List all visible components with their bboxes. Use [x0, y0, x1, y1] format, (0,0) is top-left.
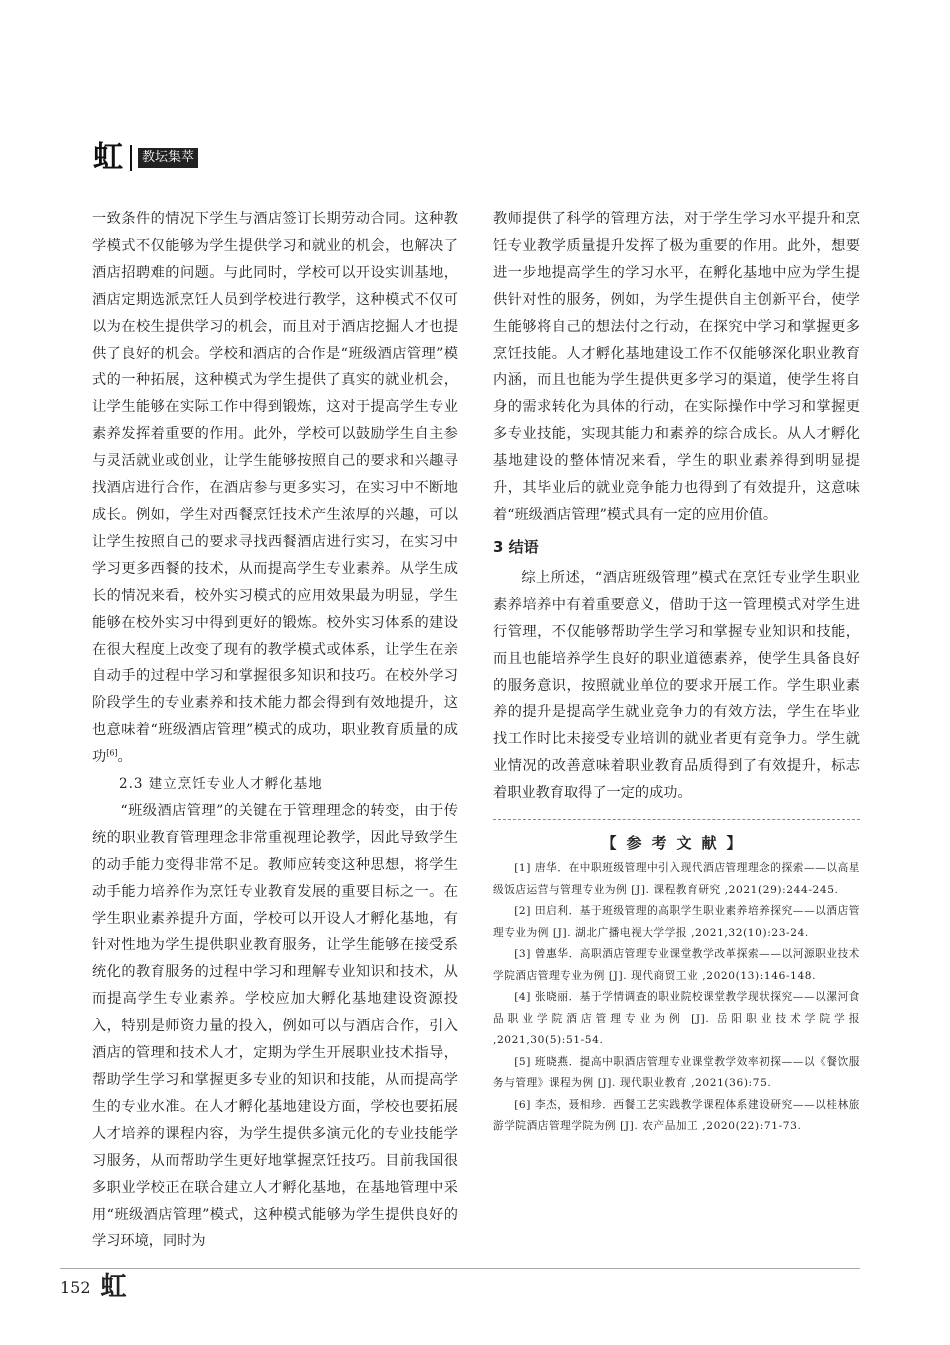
left-paragraph-1-text: 一致条件的情况下学生与酒店签订长期劳动合同。这种教学模式不仅能够为学生提供学习和就业的机会，也解决了酒店招聘难的问题。与此同时，学校可以开设实训基地，酒店定期选派烹饪人员到学校进行教学，这种模式不仅可以为在校生提供学习的机会，而且对于酒店挖掘人才也提供了良好的机会。学校和酒店的合作是“班级酒店管理”模式的一种拓展，这种模式为学生提供了真实的就业机会，让学生能够在实际工作中得到锻炼，这对于提高学生专业素养发挥着重要的作用。此外，学校可以鼓励学生自主参与灵活就业或创业，让学生能够按照自己的要求和兴趣寻找酒店进行合作，在酒店参与更多实习，在实习中不断地成长。例如，学生对西餐烹饪技术产生浓厚的兴趣，可以让学生按照自己的要求寻找西餐酒店进行实习，在实习中学习更多西餐的技术，从而提高学生专业素养。从学生成长的情况来看，校外实习模式的应用效果最为明显，学生能够在校外实习中得到更好的锻炼。校外实习体系的建设在很大程度上改变了现有的教学模式或体系，让学生在亲自动手的过程中学习和掌握很多知识和技巧。在校外学习阶段学生的专业素养和技术能力都会得到有效地提升，这也意味着“班级酒店管理”模式的成功，职业教育质量的成功: [92, 211, 458, 766]
references-title: 【参考文献】: [601, 834, 752, 853]
left-paragraph-2: “班级酒店管理”的关键在于管理理念的转变，由于传统的职业教育管理理念非常重视理论教学，因此导致学生的动手能力变得非常不足。教师应转变这种思想，将学生动手能力培养作为烹饪专业教育发展的重要目标之一。在学生职业素养提升方面，学校可以开设人才孵化基地，有针对性地为学生提供职业教育服务，让学生能够在接受系统化的教育服务的过程中学习和理解专业知识和技术，从而提高学生专业素养。学校应加大孵化基地建设资源投入，特别是师资力量的投入，例如可以与酒店合作，引入酒店的管理和技术人才，定期为学生开展职业技术指导，帮助学生学习和掌握更多专业的知识和技能，从而提高学生的专业水准。在人才孵化基地建设方面，学校也要拓展人才培养的课程内容，为学生提供多演元化的专业技能学习服务，从而帮助学生更好地掌握烹饪技巧。目前我国很多职业学校正在联合建立人才孵化基地，在基地管理中采用“班级酒店管理”模式，这种模式能够为学生提供良好的学习环境，同时为: [92, 802, 458, 1250]
footer-logo: 虹: [100, 1272, 127, 1302]
journal-logo: 虹: [93, 140, 124, 175]
references-list: [493, 858, 860, 1138]
footer-rule: [60, 1268, 860, 1269]
right-column: [493, 206, 860, 1138]
left-paragraph-1: [92, 206, 458, 771]
reference-item: [1] 唐华．在中职班级管理中引入现代酒店管理理念的探索——以高星级饭店运营与管理专业为例 [J]. 课程教育研究 ,2021(29):244-245.: [493, 862, 860, 896]
left-column: [92, 206, 458, 1255]
right-paragraph-2: 综上所述，“酒店班级管理”模式在烹饪专业学生职业素养培养中有着重要意义，借助于这一管理模式对学生进行管理，不仅能够帮助学生学习和掌握专业知识和技能，而且也能培养学生良好的职业道德素养，使学生具备良好的服务意识，按照就业单位的要求开展工作。学生职业素养的提升是提高学生就业竞争力的有效方法，学生在毕业找工作时比未接受专业培训的就业者更有竞争力。学生就业情况的改善意味着职业教育品质得到了有效提升，标志着职业教育取得了一定的成功。: [493, 569, 860, 802]
section-tag: 教坛集萃: [138, 148, 198, 168]
page-header: [93, 140, 198, 175]
reference-item: [6] 李杰，聂相珍．西餐工艺实践教学课程体系建设研究——以桂林旅游学院酒店管理学院为例 [J]. 农产品加工 ,2020(22):71-73.: [493, 1098, 860, 1133]
left-paragraph-1-end: 。: [117, 749, 132, 766]
reference-item: [5] 班晓燕．提高中职酒店管理专业课堂教学效率初探——以《餐饮服务与管理》课程为例 [J]. 现代职业教育 ,2021(36):75.: [493, 1055, 860, 1090]
reference-item: [2] 田启利．基于班级管理的高职学生职业素养培养探究——以酒店管理专业为例 [J]. 湖北广播电视大学学报 ,2021,32(10):23-24.: [493, 905, 860, 939]
section-heading-conclusion: 3 结语: [493, 537, 539, 556]
citation-6: [6]: [106, 748, 118, 758]
page-footer: [60, 1274, 127, 1300]
reference-item: [4] 张晓丽．基于学情调查的职业院校课堂教学现状探究——以漯河食品职业学院酒店管理专业为例 [J]. 岳阳职业技术学院学报 ,2021,30(5):51-54.: [493, 991, 860, 1047]
subsection-heading: 2.3 建立烹饪专业人才孵化基地: [119, 776, 323, 793]
page-number: 152: [60, 1277, 91, 1297]
reference-item: [3] 曾惠华．高职酒店管理专业课堂教学改革探索——以河源职业技术学院酒店管理专业为例 [J]. 现代商贸工业 ,2020(13):146-148.: [493, 948, 860, 982]
right-paragraph-1: 教师提供了科学的管理方法，对于学生学习水平提升和烹饪专业教学质量提升发挥了极为重要的作用。此外，想要进一步地提高学生的学习水平，在孵化基地中应为学生提供针对性的服务，例如，为学生提供自主创新平台，使学生能够将自己的想法付之行动，在探究中学习和掌握更多烹饪技能。人才孵化基地建设工作不仅能够深化职业教育内涵，而且也能为学生提供更多学习的渠道，使学生将自身的需求转化为具体的行动，在实际操作中学习和掌握更多专业技能，实现其能力和素养的综合成长。从人才孵化基地建设的整体情况来看，学生的职业素养得到明显提升，其毕业后的就业竞争能力也得到了有效提升，这意味着“班级酒店管理”模式具有一定的应用价值。: [493, 211, 860, 523]
header-divider: [130, 145, 132, 171]
references-divider: [493, 819, 860, 820]
